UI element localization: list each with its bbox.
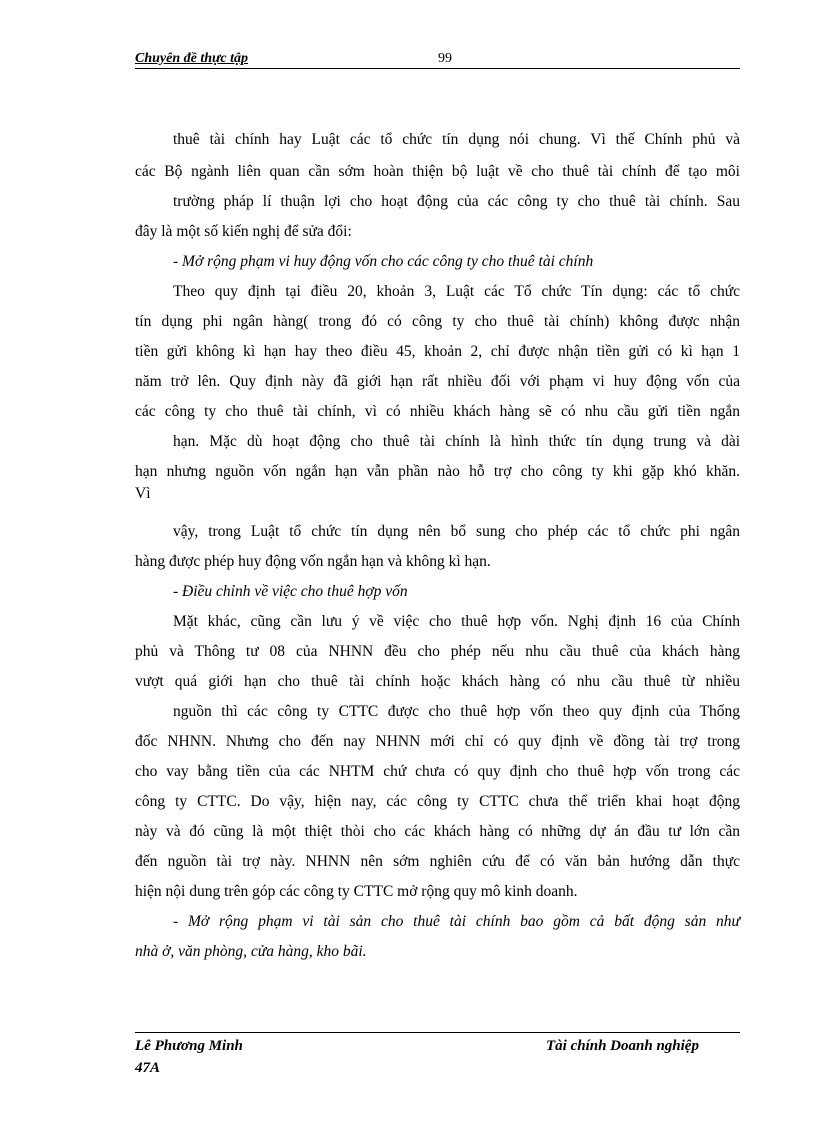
body-line: Mặt khác, cũng cần lưu ý về việc cho thuê hợp vốn. Nghị định 16 của Chính: [173, 613, 740, 630]
body-line: trường pháp lí thuận lợi cho hoạt động của các công ty cho thuê tài chính. Sau: [173, 193, 740, 210]
body-line: tiền gửi không kì hạn hay theo điều 45, khoản 2, chỉ được nhận tiền gửi có kì hạn 1: [135, 343, 740, 360]
header-title: Chuyên đề thực tập: [135, 51, 249, 66]
section-heading: - Mở rộng phạm vi huy động vốn cho các công ty cho thuê tài chính: [173, 253, 594, 270]
page-footer: [135, 1032, 740, 1076]
body-line: tín dụng phi ngân hàng( trong đó có công ty cho thuê tài chính) không được nhận: [135, 313, 740, 330]
body-line: đây là một số kiến nghị để sửa đổi:: [135, 223, 352, 240]
body-line: vậy, trong Luật tổ chức tín dụng nên bổ sung cho phép các tổ chức phi ngân: [173, 523, 740, 540]
body-line: thuê tài chính hay Luật các tổ chức tín dụng nói chung. Vì thế Chính phủ và: [173, 131, 740, 148]
page-number: 99: [438, 51, 452, 66]
body-line: vượt quá giới hạn cho thuê tài chính hoặc khách hàng có nhu cầu thuê từ nhiều: [135, 673, 740, 690]
body-line: đốc NHNN. Nhưng cho đến nay NHNN mới chỉ có quy định về đồng tài trợ trong: [135, 733, 740, 750]
body-line: năm trở lên. Quy định này đã giới hạn rất nhiều đối với phạm vi huy động vốn của: [135, 373, 740, 390]
section-heading: nhà ở, văn phòng, cửa hàng, kho bãi.: [135, 943, 367, 960]
section-heading: - Điều chỉnh về việc cho thuê hợp vốn: [173, 583, 408, 600]
body-line: phủ và Thông tư 08 của NHNN đều cho phép nếu nhu cầu thuê của khách hàng: [135, 643, 740, 660]
body-line: hạn. Mặc dù hoạt động cho thuê tài chính là hình thức tín dụng trung và dài: [173, 433, 740, 450]
body-line: hạn nhưng nguồn vốn ngắn hạn vẫn phần nào hỗ trợ cho công ty khi gặp khó khăn.: [135, 463, 740, 480]
body-line: nguồn thì các công ty CTTC được cho thuê hợp vốn theo quy định của Thống: [173, 703, 740, 720]
body-line: Theo quy định tại điều 20, khoản 3, Luật các Tổ chức Tín dụng: các tổ chức: [173, 283, 740, 300]
body-line: Vì: [135, 485, 151, 502]
body-line: hàng được phép huy động vốn ngắn hạn và không kì hạn.: [135, 553, 491, 570]
body-line: các công ty cho thuê tài chính, vì có nhiều khách hàng sẽ có nhu cầu gửi tiền ngắn: [135, 403, 740, 420]
section-heading: - Mở rộng phạm vi tài sản cho thuê tài chính bao gồm cả bất động sản như: [173, 913, 740, 930]
body-line: đến nguồn tài trợ này. NHNN nên sớm nghiên cứu để có văn bản hướng dẫn thực: [135, 853, 740, 870]
footer-author: Lê Phương Minh: [135, 1038, 243, 1054]
page-header: [135, 50, 740, 69]
footer-class: 47A: [135, 1060, 161, 1076]
body-line: hiện nội dung trên góp các công ty CTTC mở rộng quy mô kinh doanh.: [135, 883, 578, 900]
body-line: này và đó cũng là một thiệt thòi cho các khách hàng có những dự án đầu tư lớn cần: [135, 823, 740, 840]
body-line: cho vay bằng tiền của các NHTM chứ chưa có quy định cho thuê hợp vốn trong các: [135, 763, 740, 780]
body-line: công ty CTTC. Do vậy, hiện nay, các công ty CTTC chưa thể triển khai hoạt động: [135, 793, 740, 810]
body-line: các Bộ ngành liên quan cần sớm hoàn thiện bộ luật về cho thuê tài chính để tạo môi: [135, 163, 740, 180]
footer-department: Tài chính Doanh nghiệp: [546, 1038, 699, 1054]
